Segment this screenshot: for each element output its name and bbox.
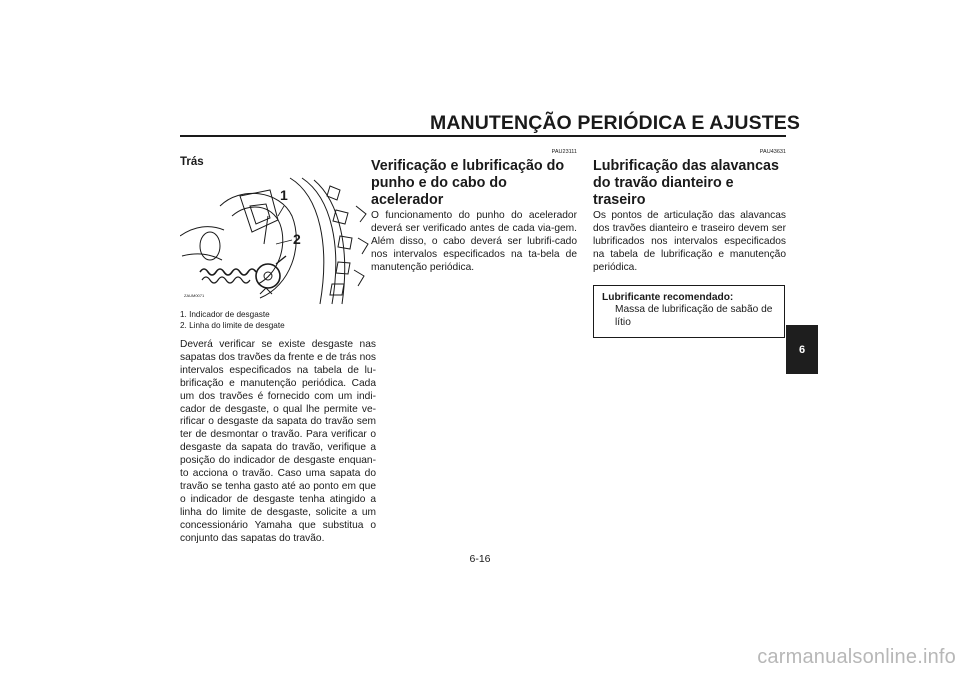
page-number: 6-16 xyxy=(469,553,491,565)
caption-item: 1. Indicador de desgaste xyxy=(180,310,270,319)
column-throttle xyxy=(371,148,577,275)
heading-throttle: Verificação e lubrificação do punho e do cabo do acelerador xyxy=(371,158,565,208)
column-rear-brake xyxy=(180,148,376,546)
figure-code: ZAUM0071 xyxy=(184,293,205,298)
recommended-lubricant-box xyxy=(593,285,785,339)
caption-item: 2. Linha do limite de desgate xyxy=(180,320,285,330)
figure-captions xyxy=(180,310,376,331)
brake-wear-text: Deverá verificar se existe desgaste nas sapatas dos travões da frente e de trás nos intervalos especificados na tabela de lu-brificação e manutenção periódica. Cada um dos travões é fornecido com um indi-cador de desgaste, o qual lhe permite ve-rificar o desgaste da sapata do travão sem ter de desmontar o travão. Para verificar o desgaste da sapata do travão, verifique a posição do indicador de desgaste enquan-to acciona o travão. Caso uma sapata do travão se tenha gasto até ao ponto em que o indicador de desgaste tenha atingido a linha do limite de desgaste, solicite a um concessionário Yamaha que substitua o conjunto das sapatas do travão. xyxy=(180,339,376,544)
throttle-text: O funcionamento do punho do acelerador deverá ser verificado antes de cada via-gem. Além disso, o cabo deverá ser lubrifi-cado nos intervalos especificados na ta-bela de manutenção periódica. xyxy=(371,210,577,273)
callout-1: 1 xyxy=(280,187,288,203)
brake-wear-figure xyxy=(180,176,376,308)
section-code: PAU43631 xyxy=(759,149,786,155)
chapter-tab: 6 xyxy=(786,325,818,374)
watermark-text: carmanualsonline.info xyxy=(757,646,956,668)
brake-drum-illustration xyxy=(180,176,376,308)
lubricant-title: Lubrificante recomendado: xyxy=(602,291,734,303)
subheading-rear: Trás xyxy=(180,156,204,168)
brake-levers-text: Os pontos de articulação das alavancas dos travões dianteiro e traseiro devem ser lubrificados nos intervalos especificados na tabela de lubrificação e manutenção periódica. xyxy=(593,210,786,273)
section-code: PAU23111 xyxy=(551,149,577,155)
callout-2: 2 xyxy=(293,231,301,247)
header-rule xyxy=(180,135,786,137)
heading-brake-levers: Lubrificação das alavancas do travão dianteiro e traseiro xyxy=(593,158,779,208)
column-brake-levers xyxy=(593,148,786,338)
lubricant-value: Massa de lubrificação de sabão de lítio xyxy=(615,304,773,328)
page-title: MANUTENÇÃO PERIÓDICA E AJUSTES xyxy=(430,112,800,134)
